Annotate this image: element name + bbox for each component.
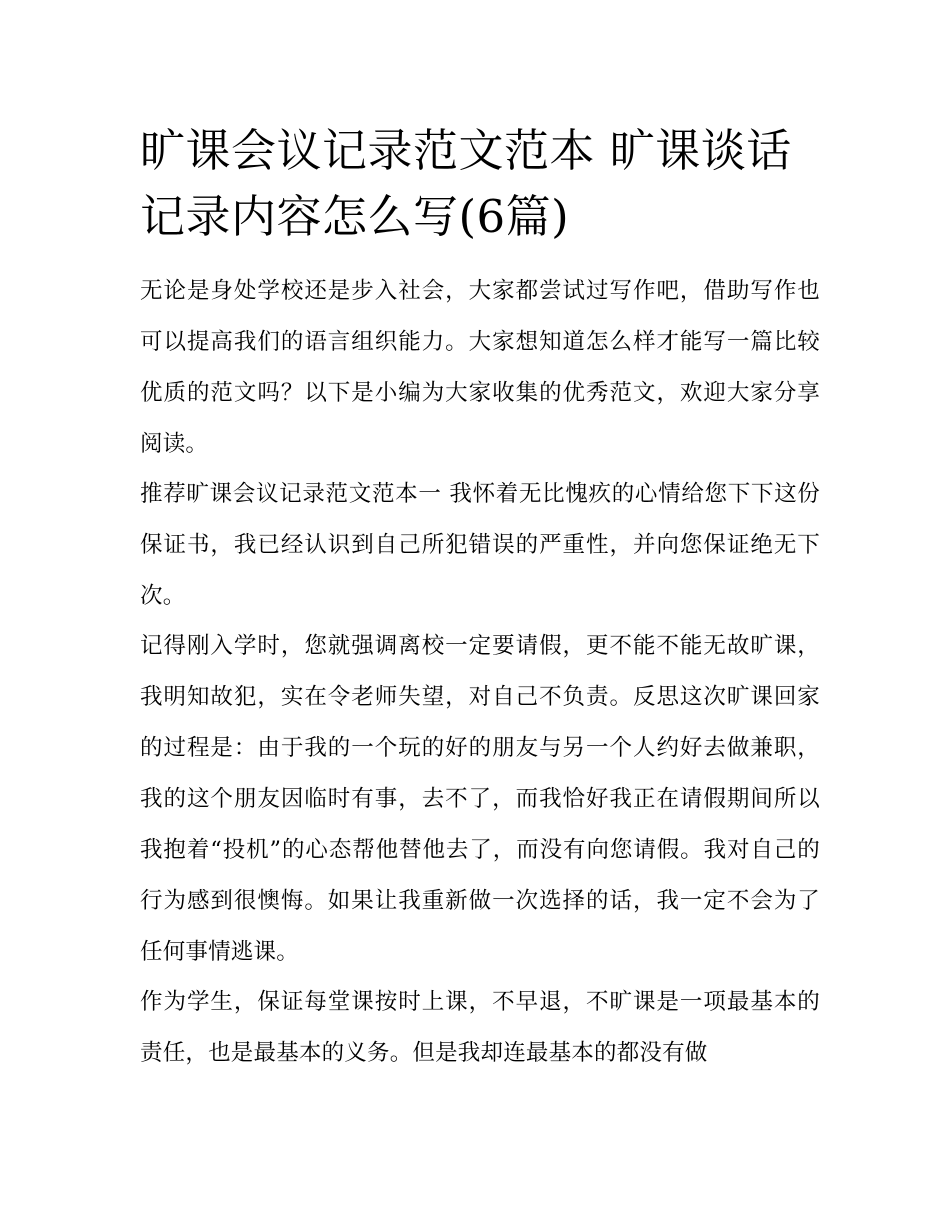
paragraph-responsibility: 作为学生，保证每堂课按时上课，不早退，不旷课是一项最基本的责任，也是最基本的义务。但是我却连最基本的都没有做 — [140, 989, 820, 1066]
document-body — [140, 118, 820, 1078]
paragraph-reflection: 记得刚入学时，您就强调离校一定要请假，更不能不能无故旷课，我明知故犯，实在令老师失望，对自己不负责。反思这次旷课回家的过程是：由于我的一个玩的好的朋友与另一个人约好去做兼职，我的这个朋友因临时有事，去不了，而我恰好我正在请假期间所以我抱着“投机”的心态帮他替他去了，而没有向您请假。我对自己的行为感到很懊悔。如果让我重新做一次选择的话，我一定不会为了任何事情逃课。 — [140, 633, 820, 965]
paragraph-recommend: 推荐旷课会议记录范文范本一 我怀着无比愧疚的心情给您下下这份保证书，我已经认识到自己所犯错误的严重性，并向您保证绝无下次。 — [140, 481, 820, 609]
document-title: 旷课会议记录范文范本 旷课谈话记录内容怎么写(6篇) — [140, 124, 792, 243]
paragraph-intro: 无论是身处学校还是步入社会，大家都尝试过写作吧，借助写作也可以提高我们的语言组织能力。大家想知道怎么样才能写一篇比较优质的范文吗？以下是小编为大家收集的优秀范文，欢迎大家分享阅读。 — [140, 278, 820, 457]
